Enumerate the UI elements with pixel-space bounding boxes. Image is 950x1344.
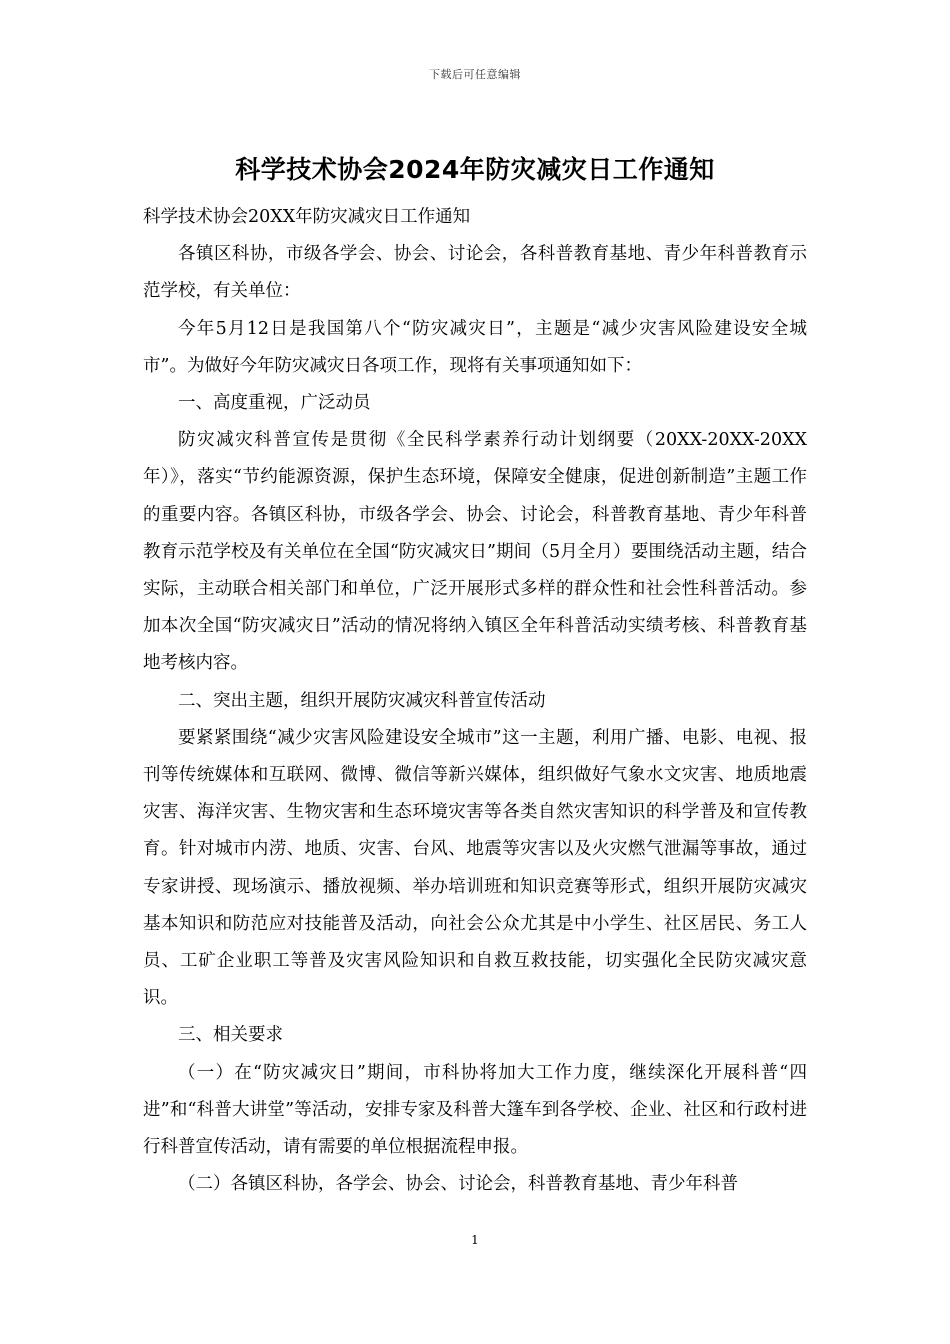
section-heading-1: 一、高度重视，广泛动员 [178, 393, 371, 414]
section-heading-3: 三、相关要求 [178, 1025, 283, 1046]
requirement-item-1: （一）在“防灾减灾日”期间，市科协将加大工作力度，继续深化开展科普“四进”和“科普大讲堂”等活动，安排专家及科普大篷车到各学校、企业、社区和行政村进行科普宣传活动，请有需要的单位根据流程申报。 [143, 1062, 807, 1158]
intro-paragraph: 今年5月12日是我国第八个“防灾减灾日”，主题是“减少灾害风险建设安全城市”。为做好今年防灾减灾日各项工作，现将有关事项通知如下： [143, 318, 807, 376]
header-note: 下载后可任意编辑 [429, 68, 521, 81]
subtitle-line: 科学技术协会20XX年防灾减灾日工作通知 [143, 207, 471, 227]
section-2-paragraph: 要紧紧围绕“减少灾害风险建设安全城市”这一主题，利用广播、电影、电视、报刊等传统媒体和互联网、微博、微信等新兴媒体，组织做好气象水文灾害、地质地震灾害、海洋灾害、生物灾害和生态环境灾害等各类自然灾害知识的科学普及和宣传教育。针对城市内涝、地质、灾害、台风、地震等灾害以及火灾燃气泄漏等事故，通过专家讲授、现场演示、播放视频、举办培训班和知识竞赛等形式，组织开展防灾减灾基本知识和防范应对技能普及活动，向社会公众尤其是中小学生、社区居民、务工人员、工矿企业职工等普及灾害风险知识和自救互救技能，切实强化全民防灾减灾意识。 [143, 727, 807, 1009]
page-number: 1 [471, 1233, 479, 1247]
section-1-paragraph: 防灾减灾科普宣传是贯彻《全民科学素养行动计划纲要（20XX-20XX-20XX年）》，落实“节约能源资源，保护生态环境，保障安全健康，促进创新制造”主题工作的重要内容。各镇区科协，市级各学会、协会、讨论会，科普教育基地、青少年科普教育示范学校及有关单位在全国“防灾减灾日”期间（5月全月）要围绕活动主题，结合实际，主动联合相关部门和单位，广泛开展形式多样的群众性和社会性科普活动。参加本次全国“防灾减灾日”活动的情况将纳入镇区全年科普活动实绩考核、科普教育基地考核内容。 [143, 430, 807, 674]
document-title: 科学技术协会2024年防灾减灾日工作通知 [235, 155, 715, 184]
addressee-paragraph: 各镇区科协，市级各学会、协会、讨论会，各科普教育基地、青少年科普教育示范学校，有关单位： [143, 244, 807, 302]
section-heading-2: 二、突出主题，组织开展防灾减灾科普宣传活动 [178, 690, 546, 711]
requirement-item-2: （二）各镇区科协，各学会、协会、讨论会，科普教育基地、青少年科普 [178, 1174, 738, 1195]
document-body [143, 199, 807, 1203]
